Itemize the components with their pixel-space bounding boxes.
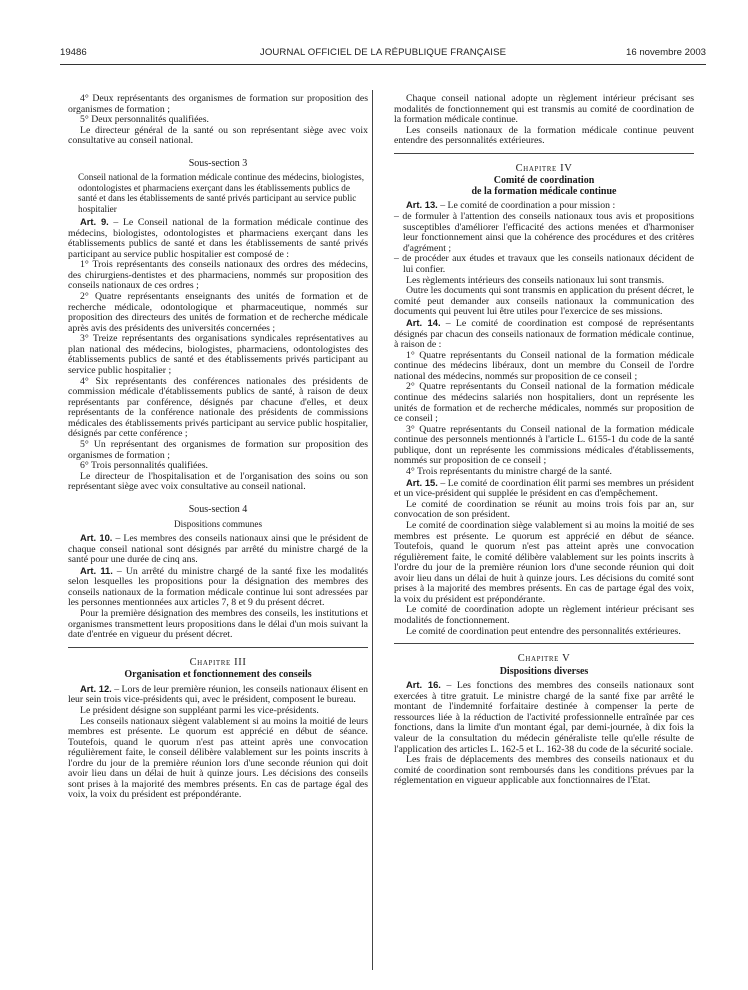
- article-text: – Les fonctions des membres des conseils nationaux sont exercées à titre gratuit. Le ministre chargé de la santé fixe par arrêté le montant de l'indemnité forfaitaire destinée à compenser la perte de ressources liée à la réduction de l'activité professionnelle entraînée par ces fonctions, dans la limite d'un montant égal, par demi-journée, à dix fois la valeur de la consultation du médecin généraliste telle qu'elle résulte de l'application des articles L. 162-5 et L. 162-38 du code de la sécurité sociale.: [394, 680, 694, 755]
- subsection-subtitle: Conseil national de la formation médicale continue des médecins, biologistes, odontologistes et pharmaciens exerçant dans les établissements publics de santé et dans les établissements de santé privés participant au service public hospitalier: [78, 172, 365, 214]
- chapter-title: Dispositions diverses: [499, 665, 589, 677]
- paragraph: Chaque conseil national adopte un règlement intérieur précisant ses modalités de fonctionnement qui est transmis au comité de coordination de la formation médicale continue.: [394, 93, 694, 126]
- right-column: [394, 94, 694, 787]
- paragraph: 4° Trois représentants du ministre chargé de la santé.: [406, 465, 612, 477]
- article-label: Art. 11.: [80, 564, 113, 576]
- article-text: – Le Conseil national de la formation médicale continue des médecins, biologistes, odontologistes et pharmaciens exerçant dans les établissements publics de santé et dans les établissements de santé privés participant au service public hospitalier est composé de :: [68, 217, 368, 260]
- article-11: [68, 566, 368, 609]
- article-label: Art. 12.: [80, 682, 112, 694]
- chapter-title: Comité de coordination: [493, 175, 595, 187]
- chapter-title: de la formation médicale continue: [471, 185, 617, 197]
- paragraph: Outre les documents qui sont transmis en application du présent décret, le comité peut demander aux conseils nationaux la communication des documents qui peuvent lui être utiles pour l'exercice de ses missions.: [394, 285, 694, 318]
- paragraph: Les frais de déplacements des membres des conseils nationaux et du comité de coordination sont remboursés dans les conditions prévues par la réglementation en vigueur applicable aux fonctionnaires de l'Etat.: [394, 754, 694, 787]
- article-label: Art. 14.: [406, 316, 441, 328]
- paragraph: Le comité de coordination adopte un règlement intérieur précisant ses modalités de fonctionnement.: [394, 604, 694, 627]
- article-text: – Le comité de coordination élit parmi ses membres un président et un vice-président qui supplée le président en cas d'empêchement.: [394, 477, 694, 500]
- chapter-label: Chapitre III: [189, 656, 247, 668]
- article-text: – Lors de leur première réunion, les conseils nationaux élisent en leur sein trois vice-présidents qui, avec le président, composent le bureau.: [68, 683, 368, 706]
- article-16: [394, 680, 694, 755]
- paragraph: Le président désigne son suppléant parmi les vice-présidents.: [80, 705, 319, 716]
- list-item: – de procéder aux études et travaux que les conseils nationaux décident de lui confier.: [394, 253, 694, 275]
- article-10: [68, 533, 368, 566]
- article-14: [394, 318, 694, 351]
- subsection-subtitle: Dispositions communes: [173, 518, 263, 529]
- paragraph: 4° Six représentants des conférences nationales des présidents de commission médicale d'établissements publics de santé, à raison de deux représentants par conférence, désignés par chacune d'elles, et deux représentants de la conférence nationale des présidents de commissions médicales des établissements privés participant au service public hospitalier, désignés par cette conférence ;: [68, 375, 368, 440]
- journal-title: JOURNAL OFFICIEL DE LA RÉPUBLIQUE FRANÇAISE: [259, 47, 507, 58]
- article-text: – Les membres des conseils nationaux ainsi que le président de chaque conseil national sont désignés par arrêté du ministre chargé de la santé pour une durée de cinq ans.: [68, 533, 368, 566]
- paragraph: Les conseils nationaux de la formation médicale continue peuvent entendre des personnalités extérieures.: [394, 124, 694, 147]
- chapter-title: Organisation et fonctionnement des conseils: [124, 669, 312, 681]
- article-text: – Le comité de coordination a pour mission :: [437, 200, 616, 212]
- subsection-title: Sous-section 4: [188, 503, 248, 515]
- paragraph: Le comité de coordination se réunit au moins trois fois par an, sur convocation de son président.: [394, 498, 694, 521]
- article-label: Art. 16.: [406, 679, 441, 691]
- paragraph: Les règlements intérieurs des conseils nationaux lui sont transmis.: [406, 274, 665, 286]
- paragraph: Pour la première désignation des membres des conseils, les institutions et organismes transmettent leurs propositions dans le délai d'un mois suivant la date d'entrée en vigueur du présent décret.: [68, 608, 368, 641]
- article-12: [68, 684, 368, 706]
- paragraph: Le comité de coordination siège valablement si au moins la moitié de ses membres est présente. Le quorum est apprécié en début de séance. Toutefois, quand le quorum n'est pas atteint après une convocation régulièrement faite, le comité délibère valablement sur les points inscrits à l'ordre du jour de la première réunion lors d'une seconde réunion qui doit avoir lieu dans un délai de huit à quinze jours. Les décisions du comité sont prises à la majorité des membres présents. En cas de partage égal des voix, la voix du président est prépondérante.: [394, 520, 694, 605]
- paragraph: 2° Quatre représentants du Conseil national de la formation médicale continue des médecins salariés non hospitaliers, dont un représente les unités de formation et de recherche médicales, nommés sur proposition de ce conseil ;: [394, 381, 694, 425]
- article-label: Art. 10.: [80, 532, 113, 544]
- column-divider: [372, 90, 373, 970]
- article-label: Art. 13.: [406, 199, 438, 211]
- article-label: Art. 15.: [406, 476, 438, 488]
- paragraph: Le directeur de l'hospitalisation et de l'organisation des soins ou son représentant siège avec voix consultative au conseil national.: [68, 470, 368, 493]
- paragraph: 3° Treize représentants des organisations syndicales représentatives au plan national des médecins, biologistes, pharmaciens, odontologistes des établissements publics de santé et des établissements privés participant au service public hospitalier ;: [68, 333, 368, 377]
- page-number: 19486: [60, 47, 87, 58]
- paragraph: 4° Deux représentants des organismes de formation sur proposition des organismes de formation ;: [68, 93, 368, 115]
- paragraph: 5° Un représentant des organismes de formation sur proposition des organismes de formation ;: [68, 439, 368, 461]
- paragraph: 2° Quatre représentants enseignants des unités de formation et de recherche médicale, odontologique et pharmaceutique, nommés sur proposition des directeurs des unités de formation et de recherche médicale après avis des présidents des universités concernées ;: [68, 291, 368, 334]
- chapter-label: Chapitre V: [517, 653, 571, 665]
- publication-date: 16 novembre 2003: [625, 47, 706, 58]
- paragraph: 1° Trois représentants des conseils nationaux des ordres des médecins, des chirurgiens-dentistes et des pharmaciens, nommés sur proposition des conseils nationaux de ces ordres ;: [68, 259, 368, 292]
- article-9: [68, 217, 368, 260]
- header-rule: [60, 64, 706, 65]
- paragraph: 1° Quatre représentants du Conseil national de la formation médicale continue des médecins libéraux, dont un membre du Conseil de l'ordre national des médecins, nommés sur proposition de ce conseil ;: [394, 349, 694, 382]
- page-header: [60, 47, 706, 61]
- article-15: [394, 478, 694, 500]
- paragraph: 3° Quatre représentants du Conseil national de la formation médicale continue des personnels mentionnés à l'article L. 6155-1 du code de la santé publique, dont un représente les commissions médicales d'établissements, nommés sur proposition de ce conseil ;: [394, 423, 694, 467]
- section-separator: [394, 643, 694, 644]
- article-label: Art. 9.: [80, 216, 109, 228]
- paragraph: 6° Trois personnalités qualifiées.: [80, 460, 208, 472]
- section-separator: [394, 153, 694, 154]
- paragraph: Le directeur général de la santé ou son représentant siège avec voix consultative au conseil national.: [68, 124, 368, 147]
- paragraph: 5° Deux personnalités qualifiées.: [80, 114, 209, 126]
- paragraph: Le comité de coordination peut entendre des personnalités extérieures.: [406, 625, 681, 637]
- section-separator: [68, 647, 368, 648]
- paragraph: Les conseils nationaux siègent valablement si au moins la moitié de leurs membres est présente. Le quorum est apprécié en début de séance. Toutefois, quand le quorum n'est pas atteint après une convocation régulièrement faite, le conseil délibère valablement sur les points inscrits à l'ordre du jour de la première réunion lors d'une seconde réunion qui doit avoir lieu dans un délai de huit à quinze jours. Les décisions des conseils sont prises à la majorité des membres présents. En cas de partage égal des voix, la voix du président est prépondérante.: [68, 715, 368, 801]
- left-column: [68, 94, 368, 801]
- chapter-label: Chapitre IV: [515, 162, 573, 174]
- article-text: – Un arrêté du ministre chargé de la santé fixe les modalités selon lesquelles les propositions pour la désignation des membres des conseils nationaux de la formation médicale continue lui sont adressées par les personnes mentionnées aux articles 7, 8 et 9 du présent décret.: [68, 565, 369, 609]
- list-item: – de formuler à l'attention des conseils nationaux tous avis et propositions susceptibles d'améliorer l'efficacité des actions menées et d'harmoniser leur fonctionnement ainsi que la cohérence des procédures et des critères d'agrément ;: [394, 211, 694, 254]
- article-text: – Le comité de coordination est composé de représentants désignés par chacun des conseils nationaux de formation médicale continue, à raison de :: [394, 317, 694, 351]
- subsection-title: Sous-section 3: [188, 157, 248, 169]
